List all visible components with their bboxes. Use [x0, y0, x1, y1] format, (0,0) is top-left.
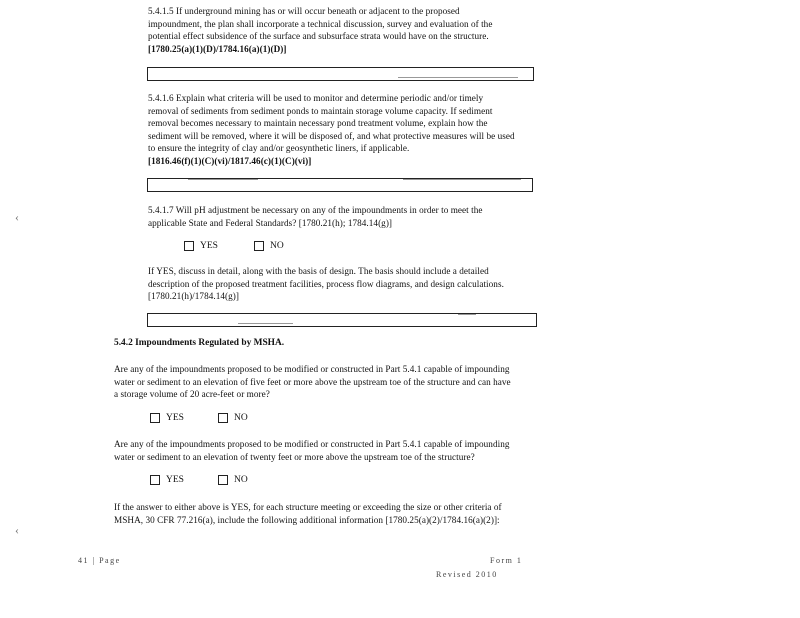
form-label: Form 1	[490, 556, 523, 565]
no-checkbox-msha-2[interactable]	[218, 475, 248, 485]
text-line: water or sediment to an elevation of twenty feet or more above the upstream toe of the structure?	[114, 451, 475, 462]
msha-question-2	[114, 438, 509, 463]
question-5-4-1-7	[148, 204, 483, 229]
yes-label: YES	[166, 475, 184, 485]
text-line: 5.4.1.5 If underground mining has or will occur beneath or adjacent to the proposed	[148, 6, 460, 16]
followup-5-4-1-7	[148, 265, 504, 303]
answer-field-5-4-1-7[interactable]	[147, 313, 537, 327]
text-line: impoundment, the plan shall incorporate a technical discussion, survey and evaluation of the	[148, 18, 493, 29]
checkbox-icon	[218, 413, 228, 423]
text-line: If the answer to either above is YES, for each structure meeting or exceeding the size or other criteria of	[114, 502, 502, 512]
text-line: potential effect subsidence of the surface and subsurface strata would have on the structure.	[148, 31, 489, 42]
text-line: applicable State and Federal Standards? [1780.21(h); 1784.14(g)]	[148, 217, 393, 228]
checkbox-icon	[150, 475, 160, 485]
no-label: NO	[270, 241, 284, 251]
no-label: NO	[234, 475, 248, 485]
citation: [1816.46(f)(1)(C)(vi)/1817.46(c)(1)(C)(vi)]	[148, 155, 312, 166]
text-line: Are any of the impoundments proposed to be modified or constructed in Part 5.4.1 capable of impounding	[114, 439, 510, 449]
msha-question-1	[114, 363, 511, 401]
answer-field-5-4-1-6[interactable]	[147, 178, 533, 192]
text-line: water or sediment to an elevation of five feet or more above the upstream toe of the structure and can have	[114, 376, 511, 387]
text-line: MSHA, 30 CFR 77.216(a), include the following additional information [1780.25(a)(2)/1784.16(a)(2)]:	[114, 514, 500, 525]
checkbox-icon	[254, 241, 264, 251]
no-label: NO	[234, 413, 248, 423]
text-line: sediment will be removed, where it will be disposed of, and what protective measures will be used	[148, 130, 515, 141]
text-line: Are any of the impoundments proposed to be modified or constructed in Part 5.4.1 capable of impounding	[114, 364, 510, 374]
yes-checkbox-msha-1[interactable]	[150, 413, 184, 423]
msha-closing-instruction	[114, 501, 502, 526]
question-5-4-1-5	[148, 5, 492, 55]
text-line: a storage volume of 20 acre-feet or more?	[114, 389, 270, 400]
citation: [1780.21(h)/1784.14(g)]	[148, 291, 239, 302]
yes-label: YES	[200, 241, 218, 251]
text-line: to ensure the integrity of clay and/or geosynthetic liners, if applicable.	[148, 143, 410, 154]
no-checkbox-5-4-1-7[interactable]	[254, 241, 284, 251]
form-revision: Revised 2010	[436, 570, 498, 579]
yes-checkbox-5-4-1-7[interactable]	[184, 241, 218, 251]
section-heading-5-4-2: 5.4.2 Impoundments Regulated by MSHA.	[114, 338, 285, 348]
answer-field-5-4-1-5[interactable]	[147, 67, 534, 81]
text-line: description of the proposed treatment facilities, process flow diagrams, and design calculations.	[148, 278, 504, 289]
citation: [1780.25(a)(1)(D)/1784.16(a)(1)(D)]	[148, 43, 287, 54]
yes-checkbox-msha-2[interactable]	[150, 475, 184, 485]
text-line: If YES, discuss in detail, along with the basis of design. The basis should include a detailed	[148, 266, 489, 276]
no-checkbox-msha-1[interactable]	[218, 413, 248, 423]
checkbox-icon	[150, 413, 160, 423]
text-line: removal becomes necessary to maintain necessary pond treatment volume, explain how the	[148, 118, 488, 129]
yes-label: YES	[166, 413, 184, 423]
text-line: removal of sediments from sediment ponds to maintain storage volume capacity. If sediment	[148, 105, 493, 116]
question-5-4-1-6	[148, 92, 515, 168]
margin-mark: ‹	[15, 523, 19, 537]
text-line: 5.4.1.6 Explain what criteria will be used to monitor and determine periodic and/or timely	[148, 93, 484, 103]
text-line: 5.4.1.7 Will pH adjustment be necessary on any of the impoundments in order to meet the	[148, 205, 483, 215]
checkbox-icon	[218, 475, 228, 485]
checkbox-icon	[184, 241, 194, 251]
margin-mark: ‹	[15, 210, 19, 224]
page-number: 41 | Page	[78, 556, 121, 565]
